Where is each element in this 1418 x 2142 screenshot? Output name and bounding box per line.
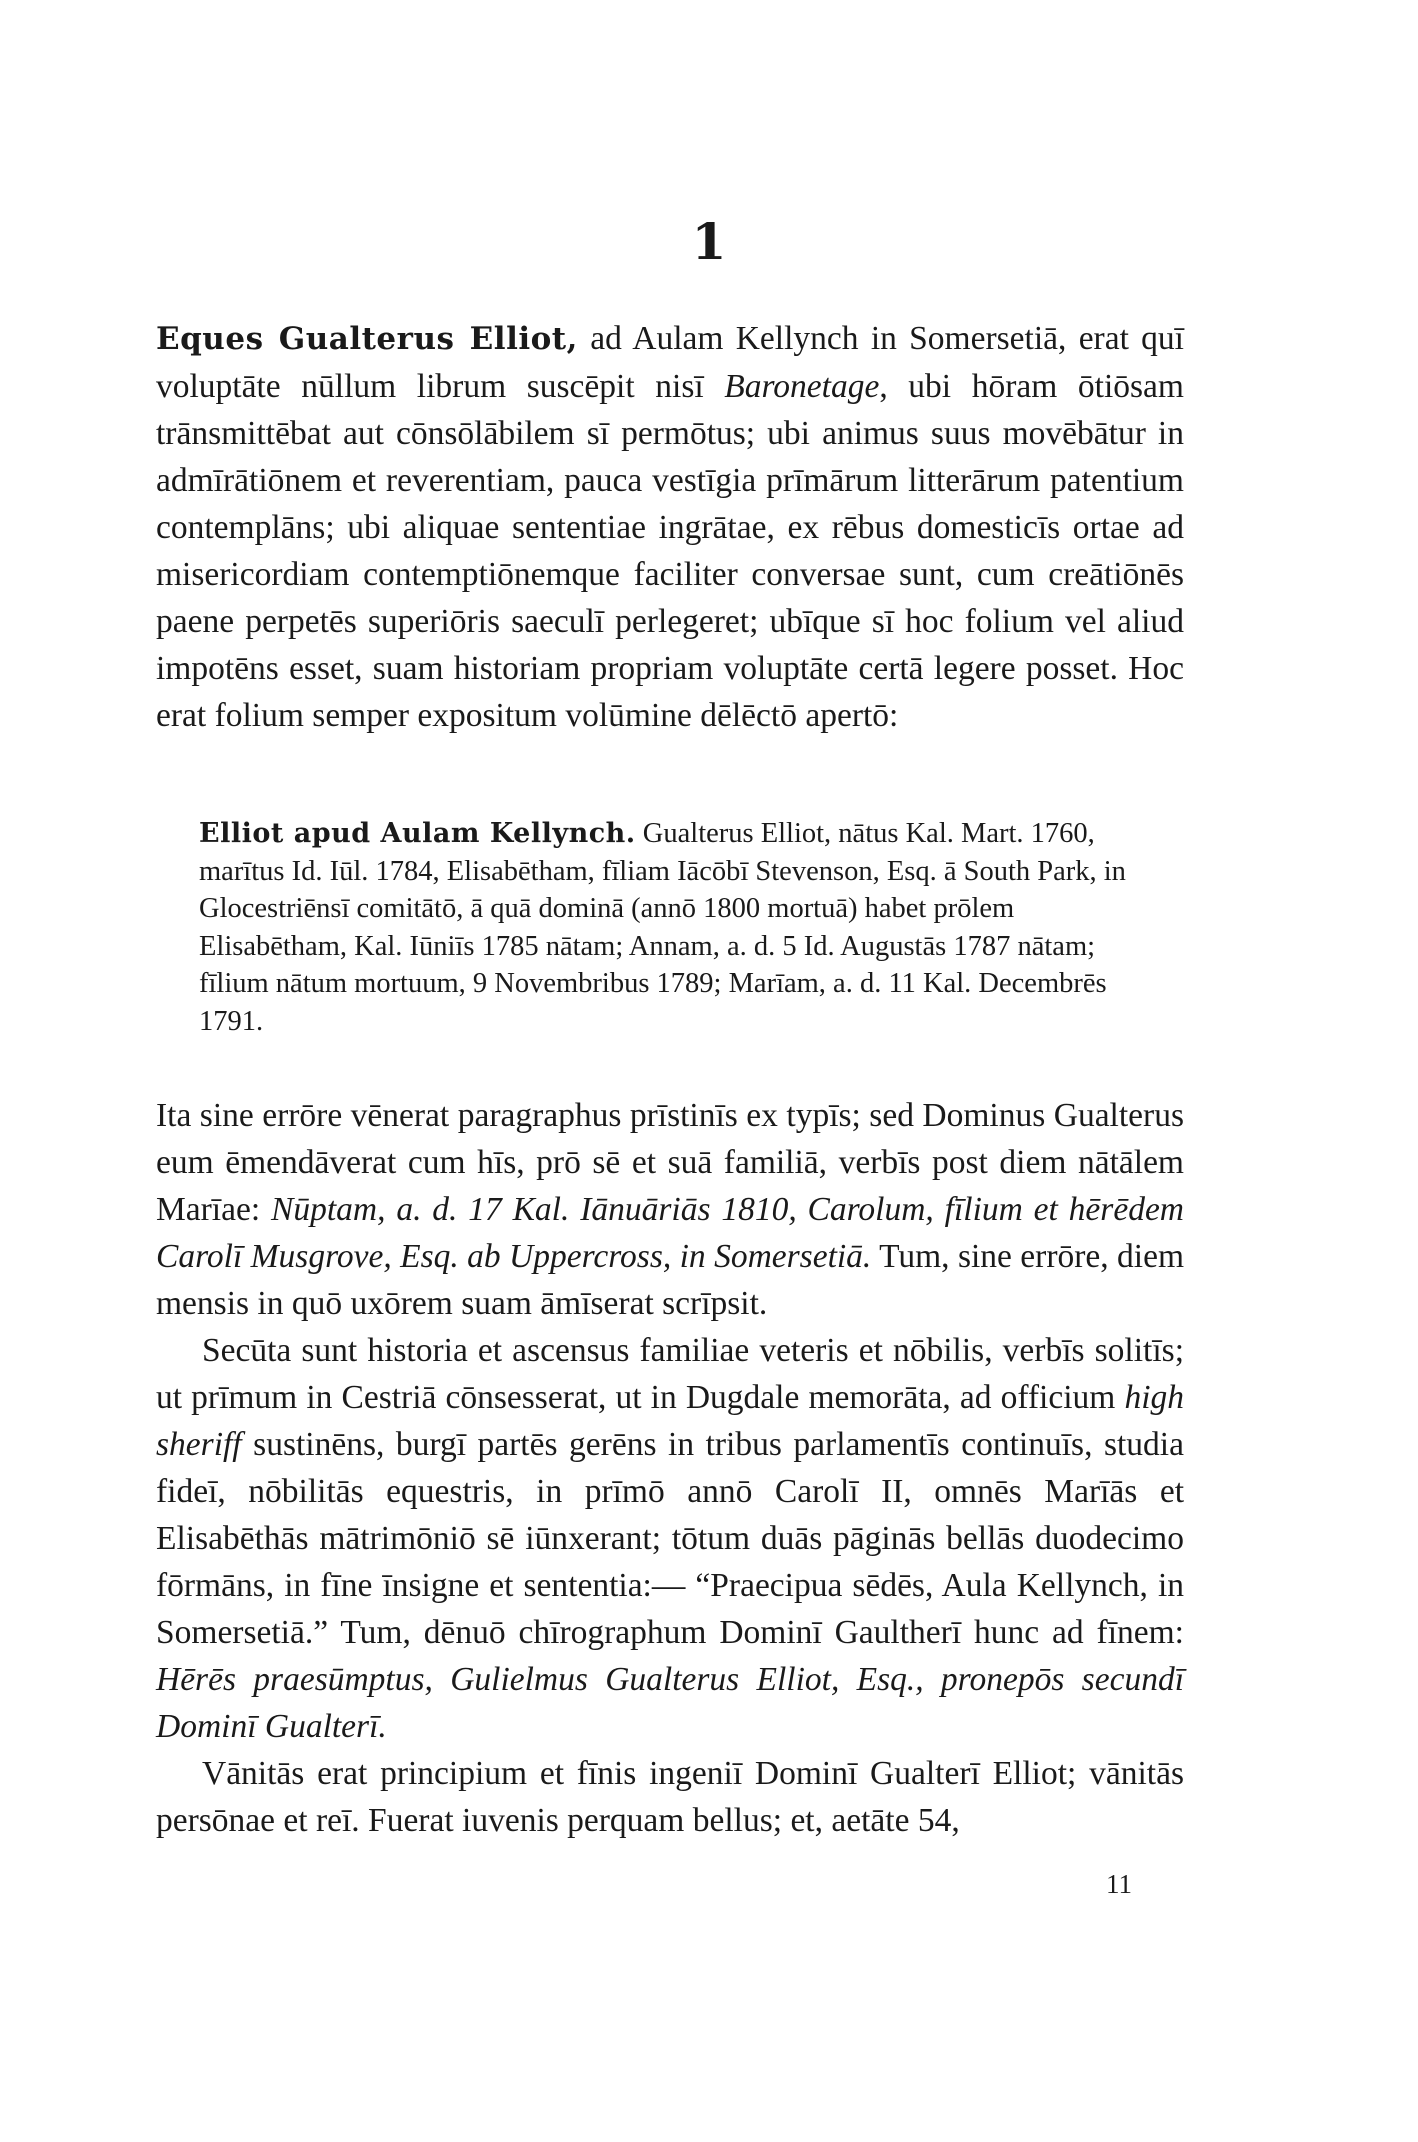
- paragraph-4-text: Vānitās erat principium et fīnis ingeniī Dominī Gualterī Elliot; vānitās persōnae et reī. Fuerat iuvenis perquam bellus; et, aetāte 54,: [156, 1755, 1184, 1839]
- paragraph-3-text-1: Secūta sunt historia et ascensus familiae veteris et nōbilis, verbīs solitīs; ut prīmum in Cestriā cōnsesserat, ut in Dugdale memorāta, ad officium: [156, 1332, 1184, 1416]
- intro-paragraph: [156, 315, 1184, 739]
- intro-text-2: , ubi hōram ōtiōsam trānsmittēbat aut cōnsōlābilem sī permōtus; ubi animus suus movēbātur in admīrātiōnem et reverentiam, pauca vestīgia prīmārum litterārum patentium contemplāns; ubi aliquae sententiae ingrātae, ex rēbus domesticīs ortae ad misericordiam contemptiōnemque faciliter conversae sunt, cum creātiōnēs paene perpetēs superiōris saeculī perlegeret; ubīque sī hoc folium vel aliud impotēns esset, suam historiam propriam voluptāte certā legere posset. Hoc erat folium semper expositum volūmine dēlēctō apertō:: [156, 368, 1184, 734]
- intro-lead-name: Eques Gualterus Elliot,: [156, 321, 578, 357]
- quote-text: Gualterus Elliot, nātus Kal. Mart. 1760, marītus Id. Iūl. 1784, Elisabētham, fīliam Iācōbī Stevenson, Esq. ā South Park, in Glocestriēnsī comitātō, ā quā dominā (annō 1800 mortuā) habet prōlem Elisabētham, Kal. Iūniīs 1785 nātam; Annam, a. d. 5 Id. Augustās 1787 nātam; fīlium nātum mortuum, 9 Novembribus 1789; Marīam, a. d. 11 Kal. Decembrēs 1791.: [199, 818, 1126, 1037]
- paragraph-4: [156, 1750, 1184, 1844]
- intro-book-title: Baronetage: [724, 368, 880, 405]
- paragraph-2-text-1: Ita sine errōre vēnerat paragraphus prīstinīs ex typīs; sed Dominus Gualterus eum ēmendāverat cum hīs, prō sē et suā familiā, verbīs post diem nātālem Marīae:: [156, 1097, 1184, 1228]
- paragraph-3-text-2: sustinēns, burgī partēs gerēns in tribus parlamentīs continuīs, studia fideī, nōbilitās equestris, in prīmō annō Carolī II, omnēs Marīās et Elisabēthās mātrimōniō sē iūnxerant; tōtum duās pāginās bellās duodecimo fōrmāns, in fīne īnsigne et sententia:— “Praecipua sēdēs, Aula Kellynch, in Somersetiā.” Tum, dēnuō chīrographum Dominī Gaultherī hunc ad fīnem:: [156, 1426, 1184, 1651]
- intro-text-1: ad Aulam Kellynch in Somersetiā, erat quī voluptāte nūllum librum suscēpit nisī: [156, 320, 1184, 405]
- paragraph-2: [156, 1092, 1184, 1327]
- paragraph-3-italic-2: Hērēs praesūmptus, Gulielmus Gualterus Elliot, Esq., pronepōs secundī Dominī Gualterī.: [156, 1661, 1184, 1745]
- quote-lead-heading: Elliot apud Aulam Kellynch.: [199, 818, 636, 849]
- baronetage-entry-quote: [199, 815, 1139, 1040]
- page-number: 11: [1106, 1869, 1132, 1899]
- chapter-number: 1: [691, 212, 727, 271]
- body-paragraphs: [156, 1092, 1184, 1844]
- paragraph-2-text-2: Tum, sine errōre, diem mensis in quō uxōrem suam āmīserat scrīpsit.: [156, 1238, 1184, 1322]
- paragraph-2-italic: Nūptam, a. d. 17 Kal. Iānuāriās 1810, Carolum, fīlium et hērēdem Carolī Musgrove, Esq. ab Uppercross, in Somersetiā.: [156, 1191, 1185, 1275]
- paragraph-3-italic-1: high sheriff: [156, 1379, 1184, 1463]
- paragraph-3: [156, 1327, 1184, 1750]
